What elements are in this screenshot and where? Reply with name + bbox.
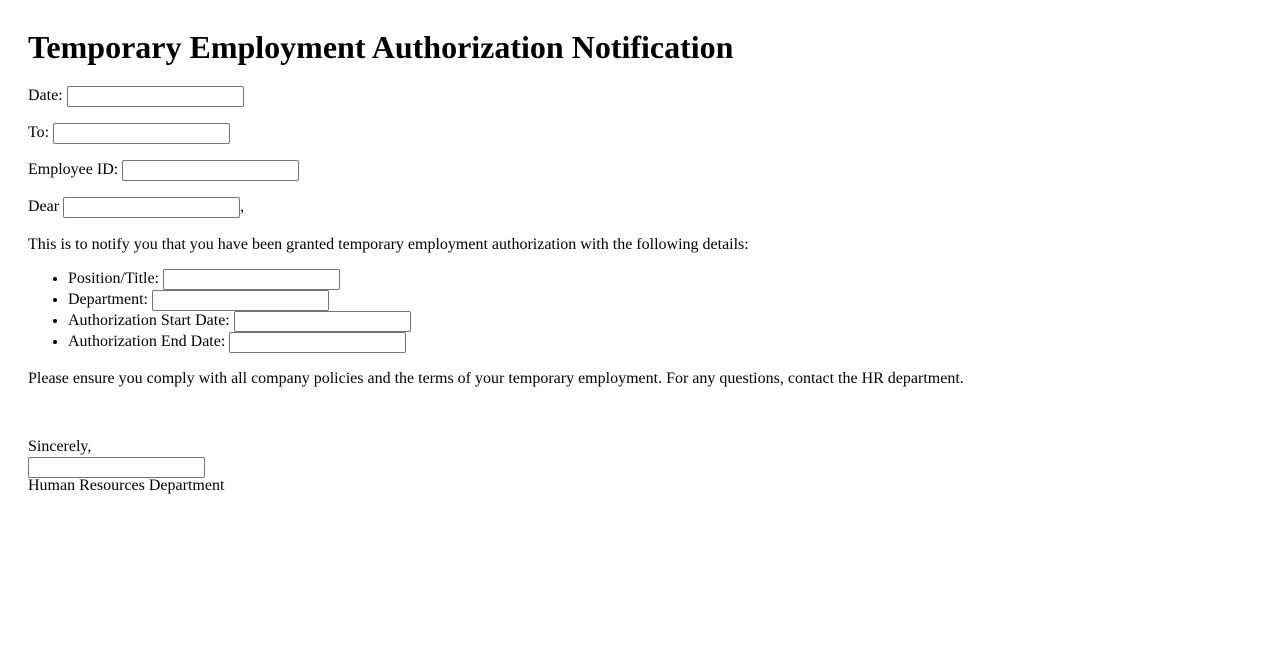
end-date-label: Authorization End Date: xyxy=(68,333,226,350)
date-field[interactable] xyxy=(67,86,244,107)
dear-suffix: , xyxy=(240,198,245,215)
closing-note: Please ensure you comply with all company policies and the terms of your temporary employment. For any questions, contact the HR department. xyxy=(28,370,964,387)
employee-id-row xyxy=(28,159,299,181)
department-label: Department: xyxy=(68,291,148,308)
intro-text: This is to notify you that you have been granted temporary employment authorization with the following details: xyxy=(28,236,749,253)
intro-paragraph xyxy=(28,234,749,256)
signature-department: Human Resources Department xyxy=(28,477,225,494)
signoff-text: Sincerely, xyxy=(28,438,92,455)
to-row xyxy=(28,122,230,144)
to-field[interactable] xyxy=(53,123,230,144)
dear-label: Dear xyxy=(28,198,60,215)
to-label: To: xyxy=(28,124,50,141)
date-row xyxy=(28,85,244,107)
details-list xyxy=(28,268,411,352)
start-date-label: Authorization Start Date: xyxy=(68,312,230,329)
page-title: Temporary Employment Authorization Notification xyxy=(28,29,734,65)
signoff-row xyxy=(28,436,91,458)
position-field[interactable] xyxy=(163,269,340,290)
salutation-row xyxy=(28,196,244,218)
list-item-position xyxy=(68,268,411,289)
list-item-department xyxy=(68,289,411,310)
employee-id-label: Employee ID: xyxy=(28,161,119,178)
recipient-name-field[interactable] xyxy=(63,197,240,218)
department-field[interactable] xyxy=(152,290,329,311)
date-label: Date: xyxy=(28,87,63,104)
list-item-start-date xyxy=(68,310,411,331)
start-date-field[interactable] xyxy=(234,311,411,332)
list-item-end-date xyxy=(68,331,411,352)
end-date-field[interactable] xyxy=(229,332,406,353)
position-label: Position/Title: xyxy=(68,270,159,287)
department-signature-row xyxy=(28,475,224,497)
employee-id-field[interactable] xyxy=(122,160,299,181)
closing-paragraph xyxy=(28,368,964,390)
